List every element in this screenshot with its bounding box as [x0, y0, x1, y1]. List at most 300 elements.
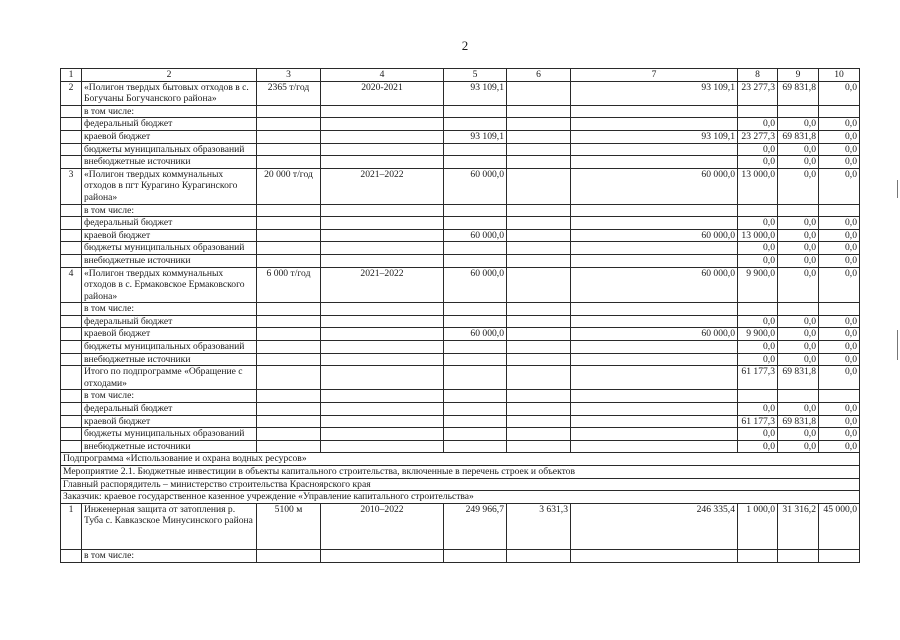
row-number: 1	[61, 503, 82, 549]
capacity-cell	[257, 156, 321, 169]
value-cell	[444, 254, 507, 267]
capacity-cell	[257, 229, 321, 242]
table-row	[61, 428, 860, 441]
capacity-cell	[257, 550, 321, 563]
value-cell: 0,0	[738, 403, 778, 416]
years-cell	[321, 156, 444, 169]
table-row	[61, 156, 860, 169]
value-cell	[444, 353, 507, 366]
row-number	[61, 550, 82, 563]
table-row	[61, 440, 860, 453]
value-cell: 0,0	[819, 229, 860, 242]
capacity-cell: 20 000 т/год	[257, 168, 321, 204]
section-label: Главный распорядитель – министерство строительства Красноярского края	[61, 478, 860, 491]
value-cell	[444, 242, 507, 255]
value-cell	[571, 440, 738, 453]
value-cell: 0,0	[819, 353, 860, 366]
capacity-cell	[257, 303, 321, 316]
value-cell	[571, 403, 738, 416]
capacity-cell	[257, 353, 321, 366]
value-cell: 1 000,0	[738, 503, 778, 549]
value-cell	[738, 105, 778, 118]
value-cell: 0,0	[738, 341, 778, 354]
value-cell	[507, 341, 571, 354]
value-cell: 23 277,3	[738, 130, 778, 143]
value-cell: 13 000,0	[738, 168, 778, 204]
years-cell	[321, 403, 444, 416]
section-label: Заказчик: краевое государственное казенное учреждение «Управление капитального строительства»	[61, 491, 860, 504]
value-cell	[507, 428, 571, 441]
capacity-cell	[257, 428, 321, 441]
row-name: «Полигон твердых бытовых отходов в с. Богучаны Богучанского района»	[82, 81, 257, 105]
value-cell: 0,0	[819, 242, 860, 255]
capacity-cell	[257, 143, 321, 156]
value-cell: 69 831,8	[778, 366, 819, 390]
value-cell: 61 177,3	[738, 366, 778, 390]
row-name: федеральный бюджет	[82, 217, 257, 230]
row-name: в том числе:	[82, 204, 257, 217]
value-cell: 0,0	[778, 143, 819, 156]
value-cell	[738, 303, 778, 316]
years-cell	[321, 105, 444, 118]
years-cell: 2021–2022	[321, 267, 444, 303]
value-cell	[444, 341, 507, 354]
value-cell	[819, 390, 860, 403]
section-row	[61, 478, 860, 491]
row-name: в том числе:	[82, 390, 257, 403]
row-name: федеральный бюджет	[82, 403, 257, 416]
value-cell: 0,0	[819, 315, 860, 328]
table-row	[61, 353, 860, 366]
table-row	[61, 229, 860, 242]
value-cell	[571, 366, 738, 390]
value-cell: 60 000,0	[444, 168, 507, 204]
row-number	[61, 204, 82, 217]
value-cell: 9 900,0	[738, 328, 778, 341]
value-cell: 0,0	[778, 217, 819, 230]
value-cell	[444, 390, 507, 403]
value-cell: 60 000,0	[571, 229, 738, 242]
value-cell: 0,0	[819, 415, 860, 428]
value-cell: 0,0	[738, 242, 778, 255]
value-cell: 60 000,0	[571, 168, 738, 204]
value-cell	[507, 415, 571, 428]
table-body	[61, 69, 860, 563]
value-cell	[571, 143, 738, 156]
header-cell: 6	[507, 69, 571, 82]
value-cell	[571, 204, 738, 217]
value-cell	[507, 229, 571, 242]
capacity-cell	[257, 366, 321, 390]
value-cell: 249 966,7	[444, 503, 507, 549]
value-cell: 0,0	[778, 242, 819, 255]
value-cell: 60 000,0	[571, 328, 738, 341]
row-name: Инженерная защита от затопления р. Туба с. Кавказское Минусинского района	[82, 503, 257, 549]
years-cell	[321, 204, 444, 217]
scan-mark	[897, 180, 898, 198]
capacity-cell	[257, 403, 321, 416]
value-cell	[507, 143, 571, 156]
years-cell	[321, 118, 444, 131]
value-cell: 0,0	[778, 403, 819, 416]
table-row	[61, 217, 860, 230]
section-label: Мероприятие 2.1. Бюджетные инвестиции в объекты капитального строительства, включенные в перечень строек и объектов	[61, 466, 860, 479]
value-cell	[571, 303, 738, 316]
years-cell	[321, 303, 444, 316]
value-cell: 60 000,0	[571, 267, 738, 303]
row-number	[61, 341, 82, 354]
years-cell	[321, 254, 444, 267]
table-row	[61, 341, 860, 354]
value-cell	[571, 217, 738, 230]
row-number	[61, 315, 82, 328]
value-cell: 0,0	[778, 118, 819, 131]
value-cell: 0,0	[778, 156, 819, 169]
years-cell: 2021–2022	[321, 168, 444, 204]
row-name: краевой бюджет	[82, 130, 257, 143]
value-cell: 0,0	[738, 254, 778, 267]
value-cell: 0,0	[778, 254, 819, 267]
years-cell	[321, 366, 444, 390]
investment-table	[60, 68, 860, 563]
row-name: бюджеты муниципальных образований	[82, 242, 257, 255]
value-cell	[444, 118, 507, 131]
value-cell	[507, 353, 571, 366]
years-cell	[321, 130, 444, 143]
value-cell	[778, 390, 819, 403]
row-name: бюджеты муниципальных образований	[82, 143, 257, 156]
table-row	[61, 242, 860, 255]
value-cell	[507, 242, 571, 255]
value-cell	[819, 550, 860, 563]
header-row	[61, 69, 860, 82]
value-cell	[507, 204, 571, 217]
table-row	[61, 143, 860, 156]
row-number	[61, 390, 82, 403]
capacity-cell	[257, 130, 321, 143]
object-row	[61, 81, 860, 105]
years-cell	[321, 440, 444, 453]
value-cell: 0,0	[778, 428, 819, 441]
row-name: «Полигон твердых коммунальных отходов в пгт Курагино Курагинского района»	[82, 168, 257, 204]
value-cell	[778, 303, 819, 316]
years-cell	[321, 415, 444, 428]
row-number	[61, 229, 82, 242]
row-name: федеральный бюджет	[82, 315, 257, 328]
capacity-cell: 2365 т/год	[257, 81, 321, 105]
value-cell	[507, 118, 571, 131]
value-cell	[571, 118, 738, 131]
row-name: «Полигон твердых коммунальных отходов в с. Ермаковское Ермаковского района»	[82, 267, 257, 303]
value-cell: 0,0	[778, 229, 819, 242]
row-number	[61, 303, 82, 316]
value-cell	[507, 550, 571, 563]
table-row	[61, 315, 860, 328]
capacity-cell	[257, 204, 321, 217]
value-cell	[444, 143, 507, 156]
row-name: внебюджетные источники	[82, 353, 257, 366]
value-cell	[444, 550, 507, 563]
capacity-cell	[257, 328, 321, 341]
value-cell	[778, 204, 819, 217]
value-cell: 0,0	[778, 353, 819, 366]
value-cell: 93 109,1	[571, 130, 738, 143]
value-cell: 60 000,0	[444, 328, 507, 341]
capacity-cell	[257, 105, 321, 118]
value-cell: 0,0	[738, 315, 778, 328]
value-cell: 0,0	[819, 217, 860, 230]
row-name: краевой бюджет	[82, 328, 257, 341]
capacity-cell	[257, 415, 321, 428]
table-row	[61, 390, 860, 403]
value-cell	[507, 267, 571, 303]
value-cell: 0,0	[819, 254, 860, 267]
value-cell	[819, 105, 860, 118]
section-label: Подпрограмма «Использование и охрана водных ресурсов»	[61, 453, 860, 466]
capacity-cell	[257, 217, 321, 230]
value-cell: 60 000,0	[444, 229, 507, 242]
value-cell: 60 000,0	[444, 267, 507, 303]
section-row	[61, 491, 860, 504]
row-number	[61, 403, 82, 416]
value-cell	[507, 105, 571, 118]
value-cell: 0,0	[819, 341, 860, 354]
capacity-cell: 6 000 т/год	[257, 267, 321, 303]
value-cell	[507, 130, 571, 143]
value-cell: 9 900,0	[738, 267, 778, 303]
value-cell: 0,0	[738, 428, 778, 441]
value-cell	[507, 156, 571, 169]
value-cell: 0,0	[819, 81, 860, 105]
table-row	[61, 366, 860, 390]
table-row	[61, 415, 860, 428]
value-cell	[444, 315, 507, 328]
row-number	[61, 254, 82, 267]
value-cell: 31 316,2	[778, 503, 819, 549]
object-row	[61, 503, 860, 549]
value-cell	[507, 328, 571, 341]
value-cell	[571, 390, 738, 403]
row-number: 4	[61, 267, 82, 303]
row-name: федеральный бюджет	[82, 118, 257, 131]
object-row	[61, 267, 860, 303]
years-cell	[321, 143, 444, 156]
table-row	[61, 254, 860, 267]
capacity-cell	[257, 118, 321, 131]
value-cell: 0,0	[738, 353, 778, 366]
row-number: 2	[61, 81, 82, 105]
years-cell	[321, 550, 444, 563]
value-cell	[738, 390, 778, 403]
years-cell: 2010–2022	[321, 503, 444, 549]
years-cell	[321, 229, 444, 242]
value-cell	[507, 315, 571, 328]
value-cell	[507, 168, 571, 204]
value-cell	[571, 353, 738, 366]
value-cell	[507, 440, 571, 453]
value-cell	[444, 366, 507, 390]
value-cell: 0,0	[819, 130, 860, 143]
row-name: бюджеты муниципальных образований	[82, 428, 257, 441]
value-cell: 0,0	[778, 328, 819, 341]
capacity-cell	[257, 242, 321, 255]
value-cell: 0,0	[738, 143, 778, 156]
value-cell	[571, 428, 738, 441]
row-number	[61, 105, 82, 118]
value-cell: 0,0	[819, 156, 860, 169]
header-cell: 9	[778, 69, 819, 82]
capacity-cell	[257, 440, 321, 453]
row-name: внебюджетные источники	[82, 156, 257, 169]
table-row	[61, 403, 860, 416]
value-cell: 69 831,8	[778, 81, 819, 105]
value-cell: 0,0	[738, 440, 778, 453]
value-cell: 0,0	[819, 428, 860, 441]
row-number	[61, 328, 82, 341]
value-cell	[444, 415, 507, 428]
header-cell: 4	[321, 69, 444, 82]
value-cell	[507, 403, 571, 416]
capacity-cell	[257, 254, 321, 267]
table-row	[61, 550, 860, 563]
value-cell: 0,0	[778, 168, 819, 204]
capacity-cell	[257, 390, 321, 403]
value-cell: 0,0	[819, 168, 860, 204]
value-cell	[571, 254, 738, 267]
value-cell	[507, 366, 571, 390]
value-cell: 0,0	[819, 403, 860, 416]
value-cell	[571, 242, 738, 255]
years-cell	[321, 328, 444, 341]
row-number	[61, 156, 82, 169]
years-cell	[321, 341, 444, 354]
value-cell: 0,0	[738, 118, 778, 131]
row-number	[61, 440, 82, 453]
value-cell	[444, 403, 507, 416]
value-cell: 0,0	[778, 267, 819, 303]
row-number: 3	[61, 168, 82, 204]
row-name: в том числе:	[82, 550, 257, 563]
table-row	[61, 118, 860, 131]
value-cell: 0,0	[819, 366, 860, 390]
row-number	[61, 130, 82, 143]
table-row	[61, 130, 860, 143]
table-row	[61, 204, 860, 217]
value-cell: 61 177,3	[738, 415, 778, 428]
row-number	[61, 143, 82, 156]
value-cell	[507, 254, 571, 267]
section-row	[61, 453, 860, 466]
value-cell: 0,0	[819, 143, 860, 156]
value-cell: 0,0	[819, 440, 860, 453]
value-cell: 0,0	[778, 341, 819, 354]
value-cell	[778, 105, 819, 118]
value-cell	[738, 550, 778, 563]
row-number	[61, 428, 82, 441]
value-cell: 0,0	[738, 156, 778, 169]
capacity-cell: 5100 м	[257, 503, 321, 549]
value-cell: 93 109,1	[444, 130, 507, 143]
value-cell	[571, 341, 738, 354]
row-number	[61, 415, 82, 428]
row-name: Итого по подпрограмме «Обращение с отходами»	[82, 366, 257, 390]
table-row	[61, 303, 860, 316]
header-cell: 2	[82, 69, 257, 82]
value-cell	[778, 550, 819, 563]
value-cell	[571, 315, 738, 328]
row-name: в том числе:	[82, 303, 257, 316]
value-cell	[507, 303, 571, 316]
table-row	[61, 105, 860, 118]
value-cell: 246 335,4	[571, 503, 738, 549]
value-cell	[444, 204, 507, 217]
value-cell: 0,0	[778, 315, 819, 328]
value-cell	[444, 440, 507, 453]
section-row	[61, 466, 860, 479]
capacity-cell	[257, 315, 321, 328]
value-cell	[444, 428, 507, 441]
row-number	[61, 118, 82, 131]
years-cell	[321, 428, 444, 441]
value-cell: 13 000,0	[738, 229, 778, 242]
value-cell	[507, 390, 571, 403]
value-cell: 0,0	[819, 328, 860, 341]
row-number	[61, 242, 82, 255]
years-cell	[321, 353, 444, 366]
value-cell	[571, 156, 738, 169]
years-cell	[321, 242, 444, 255]
row-name: внебюджетные источники	[82, 254, 257, 267]
value-cell	[444, 105, 507, 118]
value-cell: 0,0	[738, 217, 778, 230]
value-cell	[507, 81, 571, 105]
header-cell: 1	[61, 69, 82, 82]
value-cell	[571, 105, 738, 118]
value-cell	[819, 303, 860, 316]
value-cell: 0,0	[819, 267, 860, 303]
value-cell: 45 000,0	[819, 503, 860, 549]
years-cell	[321, 217, 444, 230]
value-cell: 69 831,8	[778, 415, 819, 428]
capacity-cell	[257, 341, 321, 354]
object-row	[61, 168, 860, 204]
header-cell: 10	[819, 69, 860, 82]
table-row	[61, 328, 860, 341]
value-cell: 69 831,8	[778, 130, 819, 143]
header-cell: 5	[444, 69, 507, 82]
years-cell: 2020-2021	[321, 81, 444, 105]
value-cell: 0,0	[819, 118, 860, 131]
row-name: внебюджетные источники	[82, 440, 257, 453]
value-cell	[738, 204, 778, 217]
value-cell: 0,0	[778, 440, 819, 453]
row-name: краевой бюджет	[82, 229, 257, 242]
row-number	[61, 217, 82, 230]
page-number: 2	[461, 38, 469, 53]
value-cell	[571, 550, 738, 563]
years-cell	[321, 315, 444, 328]
header-cell: 3	[257, 69, 321, 82]
value-cell: 23 277,3	[738, 81, 778, 105]
header-cell: 8	[738, 69, 778, 82]
row-number	[61, 366, 82, 390]
row-name: бюджеты муниципальных образований	[82, 341, 257, 354]
row-name: в том числе:	[82, 105, 257, 118]
row-number	[61, 353, 82, 366]
row-name: краевой бюджет	[82, 415, 257, 428]
value-cell	[571, 415, 738, 428]
value-cell	[444, 156, 507, 169]
